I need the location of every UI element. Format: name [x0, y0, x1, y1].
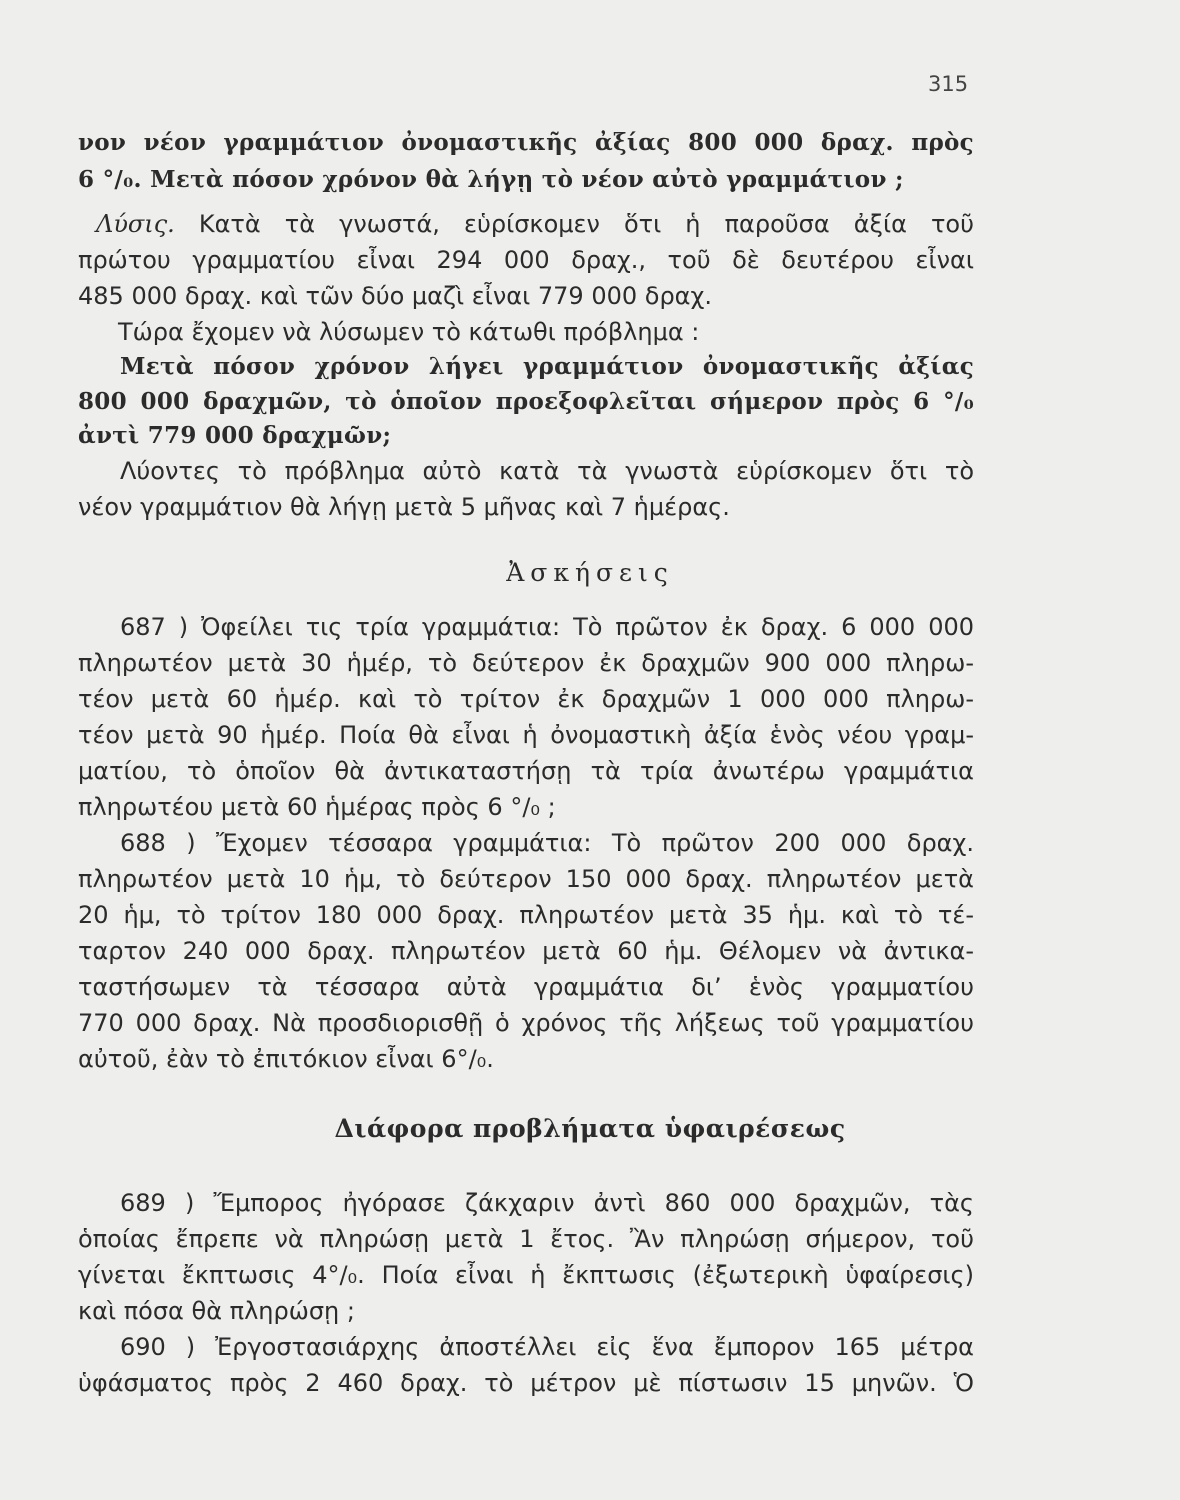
text-line: ἀντὶ 779 000 δραχμῶν;: [78, 422, 392, 449]
text-line: πληρωτέον μετὰ 10 ἡμ, τὸ δεύτερον 150 000 δραχ. πληρωτέον μετὰ: [78, 865, 974, 893]
text-line: νέον γραμμάτιον θὰ λήγῃ μετὰ 5 μῆνας καὶ 7 ἡμέρας.: [78, 493, 730, 521]
text-line: γίνεται ἔκπτωσις 4°/₀. Ποία εἶναι ἡ ἔκπτωσις (ἐξωτερικὴ ὑφαίρεσις): [78, 1261, 974, 1289]
text-line: τέον μετὰ 90 ἡμέρ. Ποία θὰ εἶναι ἡ ὀνομαστικὴ ἀξία ἑνὸς νέου γραμ-: [78, 721, 974, 749]
text-line: καὶ πόσα θὰ πληρώσῃ ;: [78, 1297, 355, 1325]
text-line: 690 ) Ἐργοστασιάρχης ἀποστέλλει εἰς ἕνα ἔμπορον 165 μέτρα: [120, 1333, 974, 1361]
text-line: ὑφάσματος πρὸς 2 460 δραχ. τὸ μέτρον μὲ πίστωσιν 15 μηνῶν. Ὁ: [78, 1369, 974, 1397]
text-line: αὐτοῦ, ἐὰν τὸ ἐπιτόκιον εἶναι 6°/₀.: [78, 1045, 494, 1073]
text-line: πληρωτέον μετὰ 30 ἡμέρ, τὸ δεύτερον ἐκ δραχμῶν 900 000 πληρω-: [78, 649, 974, 677]
text-line: τέον μετὰ 60 ἡμέρ. καὶ τὸ τρίτον ἐκ δραχμῶν 1 000 000 πληρω-: [78, 685, 974, 713]
text-line: ματίου, τὸ ὁποῖον θὰ ἀντικαταστήσῃ τὰ τρία ἀνωτέρω γραμμάτια: [78, 757, 974, 785]
text-line: 485 000 δραχ. καὶ τῶν δύο μαζὶ εἶναι 779 000 δραχ.: [78, 282, 712, 310]
section-heading: Διάφορα προβλήματα ὑφαιρέσεως: [334, 1114, 846, 1143]
text-line: [78, 209, 974, 239]
text-line: 687 ) Ὀφείλει τις τρία γραμμάτια: Τὸ πρῶτον ἐκ δραχ. 6 000 000: [120, 613, 974, 641]
text-line: 688 ) Ἔχομεν τέσσαρα γραμμάτια: Τὸ πρῶτον 200 000 δραχ.: [120, 829, 974, 857]
solution-label: Λύσις.: [96, 210, 175, 238]
page-number: 315: [928, 72, 969, 96]
text-line: 20 ἡμ, τὸ τρίτον 180 000 δραχ. πληρωτέον μετὰ 35 ἡμ. καὶ τὸ τέ-: [78, 901, 974, 929]
exercises-heading: Ἀσκήσεις: [506, 558, 674, 587]
text-line: ταρτον 240 000 δραχ. πληρωτέον μετὰ 60 ἡμ. Θέλομεν νὰ ἀντικα-: [78, 937, 974, 965]
text-line: Λύοντες τὸ πρόβλημα αὐτὸ κατὰ τὰ γνωστὰ εὑρίσκομεν ὅτι τὸ: [120, 457, 974, 485]
text-line: πρώτου γραμματίου εἶναι 294 000 δραχ., τοῦ δὲ δευτέρου εἶναι: [78, 246, 974, 274]
text-line: ταστήσωμεν τὰ τέσσαρα αὐτὰ γραμμάτια δι’ ἑνὸς γραμματίου: [78, 973, 974, 1001]
text-line: Μετὰ πόσον χρόνον λήγει γραμμάτιον ὀνομαστικῆς ἀξίας: [120, 353, 974, 380]
text-line: ὁποίας ἔπρεπε νὰ πληρώσῃ μετὰ 1 ἔτος. Ἂν πληρώσῃ σήμερον, τοῦ: [78, 1225, 974, 1253]
text-line: 800 000 δραχμῶν, τὸ ὁποῖον προεξοφλεῖται σήμερον πρὸς 6 °/₀: [78, 388, 974, 415]
text-line: Τώρα ἔχομεν νὰ λύσωμεν τὸ κάτωθι πρόβλημα :: [118, 318, 700, 346]
text-line: νον νέον γραμμάτιον ὀνομαστικῆς ἀξίας 800 000 δραχ. πρὸς: [78, 129, 974, 156]
text-line: 770 000 δραχ. Νὰ προσδιορισθῇ ὁ χρόνος τῆς λήξεως τοῦ γραμματίου: [78, 1009, 974, 1037]
text-line: 6 °/₀. Μετὰ πόσον χρόνον θὰ λήγῃ τὸ νέον αὐτὸ γραμμάτιον ;: [78, 166, 904, 193]
text-line: πληρωτέου μετὰ 60 ἡμέρας πρὸς 6 °/₀ ;: [78, 793, 556, 821]
solution-text: Κατὰ τὰ γνωστά, εὑρίσκομεν ὅτι ἡ παροῦσα ἀξία τοῦ: [198, 210, 974, 238]
text-line: 689 ) Ἔμπορος ἠγόρασε ζάκχαριν ἀντὶ 860 000 δραχμῶν, τὰς: [120, 1189, 974, 1217]
